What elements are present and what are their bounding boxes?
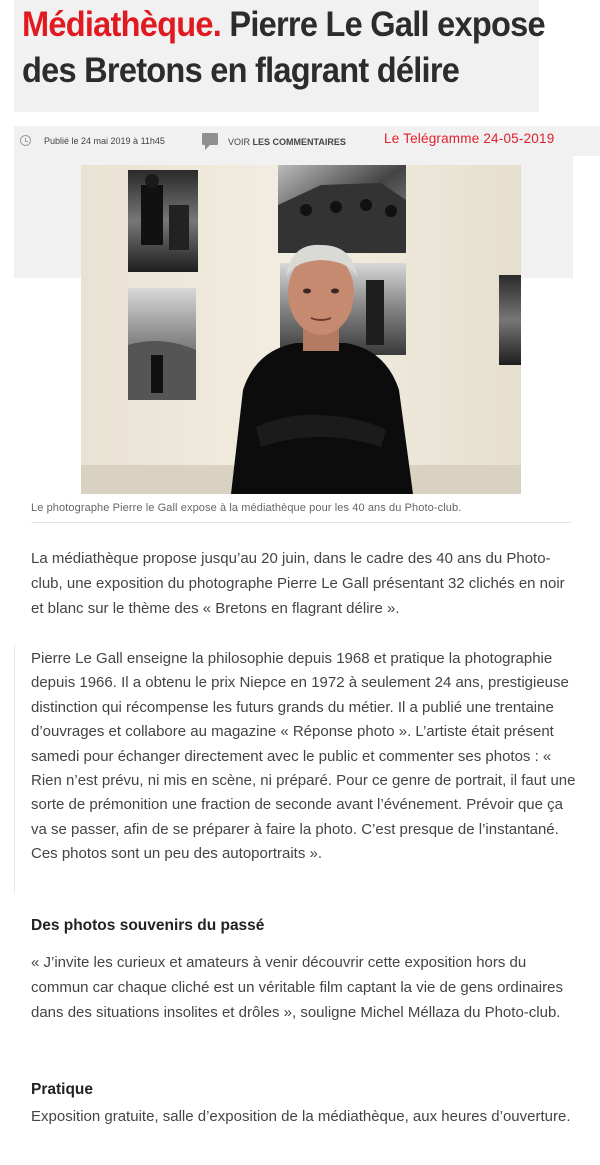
comments-link-label: LES COMMENTAIRES bbox=[252, 137, 346, 147]
practical-paragraph: Exposition gratuite, salle d’exposition de la médiathèque, aux heures d’ouverture. bbox=[31, 1108, 571, 1125]
photo-caption: Le photographe Pierre le Gall expose à la médiathèque pour les 40 ans du Photo-club. bbox=[31, 502, 462, 514]
practical-heading: Pratique bbox=[31, 1081, 94, 1098]
source-annotation: Le Telégramme 24-05-2019 bbox=[384, 131, 555, 146]
title-headline: Pierre Le Gall expose des Bretons en flagrant délire bbox=[22, 5, 545, 90]
title-kicker: Médiathèque. bbox=[22, 5, 222, 44]
title-background-extension bbox=[14, 92, 412, 112]
lead-paragraph: La médiathèque propose jusqu’au 20 juin, dans le cadre des 40 ans du Photo-club, une exposition du photographe Pierre Le Gall présentant 32 clichés en noir et blanc sur le thème des « Bretons en flagrant délire ». bbox=[31, 550, 565, 617]
published-date: Publié le 24 mai 2019 à 11h45 bbox=[44, 136, 165, 146]
article-photo bbox=[81, 165, 521, 494]
section-heading: Des photos souvenirs du passé bbox=[31, 917, 265, 934]
photographer-portrait bbox=[81, 165, 521, 494]
meta-bar bbox=[14, 126, 600, 156]
page-title bbox=[22, 2, 552, 94]
quote-paragraph: « J’invite les curieux et amateurs à venir découvrir cette exposition hors du commun car chaque cliché est un véritable film captant la vie de gens ordinaires dans des situations insolites et drôles », souligne Michel Méllaza du Photo-club. bbox=[31, 954, 563, 1021]
comment-icon[interactable] bbox=[202, 133, 218, 145]
view-comments-link[interactable] bbox=[228, 137, 346, 147]
caption-divider bbox=[31, 522, 571, 523]
comments-link-prefix: VOIR bbox=[228, 137, 251, 147]
body-paragraph: Pierre Le Gall enseigne la philosophie depuis 1968 et pratique la photographie depuis 1966. Il a obtenu le prix Niepce en 1972 à seulement 24 ans, prestigieuse distinction qui récompense les futurs grands du métier. Il a publié une trentaine d’ouvrages et collabore au magazine « Réponse photo ». L’artiste était présent samedi pour échanger directement avec le public et commenter ses photos : « Rien n’est prévu, ni mis en scène, ni préparé. Pour ce genre de portrait, il faut une sorte de prémonition une fraction de seconde avant l’événement. Prévoir que ça va se passer, afin de se préparer à faire la photo. C’est presque de l’instantané. Ces photos sont un peu des autoportraits ». bbox=[31, 650, 576, 863]
body-left-rule bbox=[14, 645, 15, 893]
clock-icon bbox=[20, 135, 31, 146]
